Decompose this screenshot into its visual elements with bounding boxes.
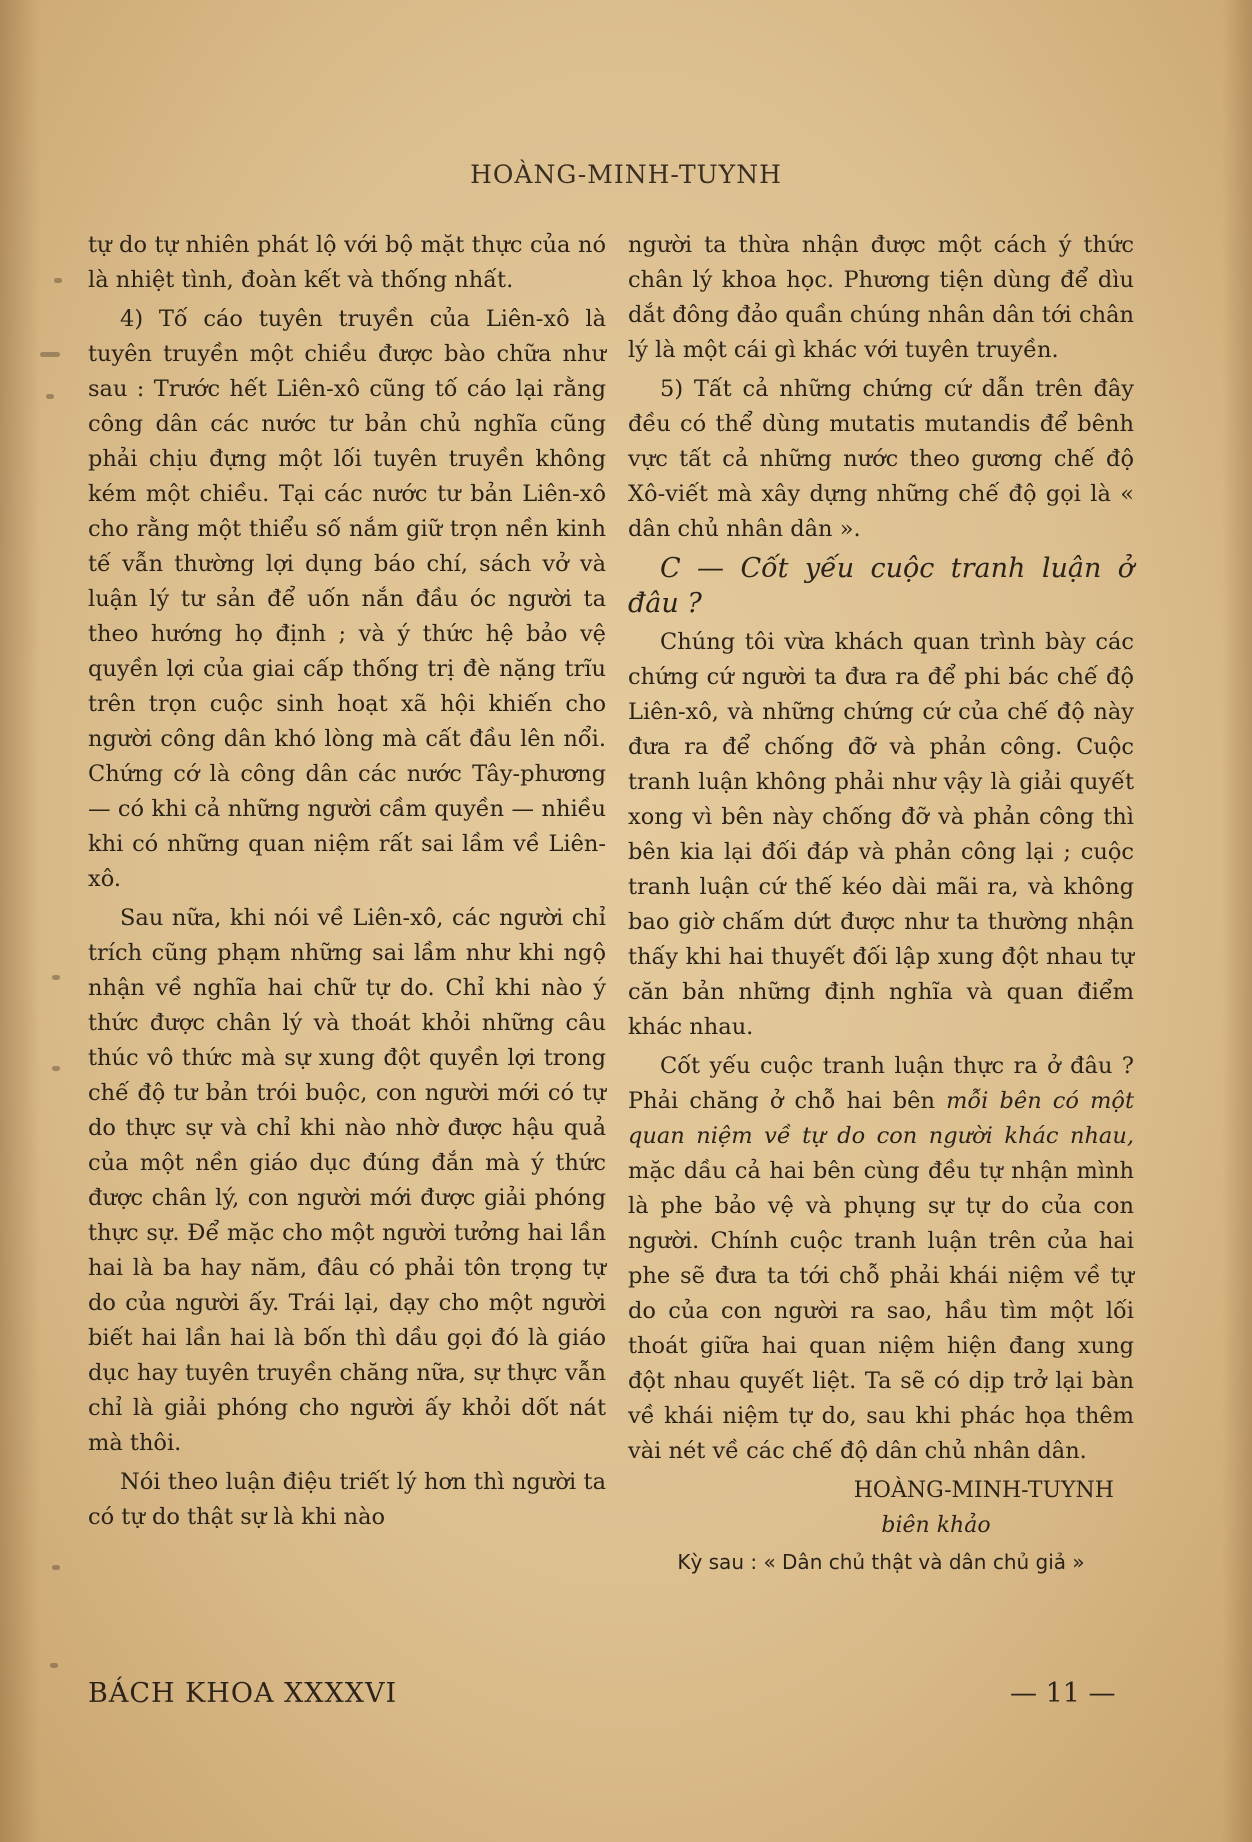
paragraph: 5) Tất cả những chứng cứ dẫn trên đây đều có thể dùng mutatis mutandis để bênh vực tất cả những nước theo gương chế độ Xô-viết mà xây dựng những chế độ gọi là « dân chủ nhân dân ». [628,376,1134,542]
paragraph [628,1049,1134,1469]
running-header: HOÀNG-MINH-TUYNH [470,160,782,189]
paragraph: tự do tự nhiên phát lộ với bộ mặt thực của nó là nhiệt tình, đoàn kết và thống nhất. [88,232,606,293]
text-run: Cốt yếu cuộc tranh luận thực ra ở đâu ? Phải chăng ở chỗ hai bên [628,1053,1134,1114]
next-issue-note: Kỳ sau : « Dân chủ thật và dân chủ giả » [677,1550,1085,1574]
section-heading: C — Cốt yếu cuộc tranh luận ở đâu ? [628,553,1134,619]
paragraph: Nói theo luận điệu triết lý hơn thì người ta có tự do thật sự là khi nào [88,1469,606,1530]
right-column [628,228,1134,1580]
publication-footer: BÁCH KHOA XXXXVI [88,1678,398,1709]
text-run: mặc dầu cả hai bên cùng đều tự nhận mình là phe bảo vệ và phụng sự tự do của con người. Chính cuộc tranh luận trên của hai phe sẽ đưa ta tới chỗ phải khái niệm về tự do của con người ra sao, hầu tìm một lối thoát giữa hai quan niệm hiện đang xung đột nhau quyết liệt. Ta sẽ có dịp trở lại bàn về khái niệm tự do, sau khi phác họa thêm vài nét về các chế độ dân chủ nhân dân. [628,1158,1134,1464]
ink-speck [52,1565,60,1570]
ink-speck [40,352,60,357]
paragraph: Chúng tôi vừa khách quan trình bày các chứng cứ người ta đưa ra để phi bác chế độ Liên-xô, và những chứng cứ của chế độ này đưa ra để chống đỡ và phản công. Cuộc tranh luận không phải như vậy là giải quyết xong vì bên này chống đỡ và phản công thì bên kia lại đối đáp và phản công lại ; cuộc tranh luận cứ thế kéo dài mãi ra, và không bao giờ chấm dứt được như ta thường nhận thấy khi hai thuyết đối lập xung đột nhau tự căn bản những định nghĩa và quan điểm khác nhau. [628,629,1134,1040]
ink-speck [52,975,60,980]
italic-text-run: mỗi bên có một quan niệm về tự do con người khác nhau, [628,1088,1134,1149]
paragraph: người ta thừa nhận được một cách ý thức chân lý khoa học. Phương tiện dùng để dìu dắt đông đảo quần chúng nhân dân tới chân lý là một cái gì khác với tuyên truyền. [628,232,1134,363]
paragraph: 4) Tố cáo tuyên truyền của Liên-xô là tuyên truyền một chiều được bào chữa như sau : Trước hết Liên-xô cũng tố cáo lại rằng công dân các nước tư bản chủ nghĩa cũng phải chịu đựng một lối tuyên truyền không kém một chiều. Tại các nước tư bản Liên-xô cho rằng một thiểu số nắm giữ trọn nền kinh tế vẫn thường lợi dụng báo chí, sách vở và luận lý tư sản để uốn nắn đầu óc người ta theo hướng họ định ; và ý thức hệ bảo vệ quyền lợi của giai cấp thống trị đè nặng trĩu trên trọn cuộc sinh hoạt xã hội khiến cho người công dân khó lòng mà cất đầu lên nổi. Chứng cớ là công dân các nước Tây-phương — có khi cả những người cầm quyền — nhiều khi có những quan niệm rất sai lầm về Liên-xô. [88,306,606,892]
ink-speck [46,394,54,399]
author-signature: HOÀNG-MINH-TUYNH [853,1478,1114,1503]
author-role: biên khảo [881,1513,991,1538]
left-column [88,228,606,1539]
ink-speck [50,1663,58,1668]
page-number: — 11 — [1010,1678,1116,1709]
right-edge-shadow [1222,0,1252,1842]
left-edge-shadow [0,0,40,1842]
paragraph: Sau nữa, khi nói về Liên-xô, các người chỉ trích cũng phạm những sai lầm như khi ngộ nhận về nghĩa hai chữ tự do. Chỉ khi nào ý thức được chân lý và thoát khỏi những câu thúc vô thức mà sự xung đột quyền lợi trong chế độ tư bản trói buộc, con người mới có tự do thực sự và chỉ khi nào nhờ được hậu quả của một nền giáo dục đúng đắn mà ý thức được chân lý, con người mới được giải phóng thực sự. Để mặc cho một người tưởng hai lần hai là ba hay năm, đâu có phải tôn trọng tự do của người ấy. Trái lại, dạy cho một người biết hai lần hai là bốn thì dầu gọi đó là giáo dục hay tuyên truyền chăng nữa, sự thực vẫn chỉ là giải phóng cho người ấy khỏi dốt nát mà thôi. [88,905,606,1456]
ink-speck [52,1066,60,1071]
ink-speck [54,278,62,283]
